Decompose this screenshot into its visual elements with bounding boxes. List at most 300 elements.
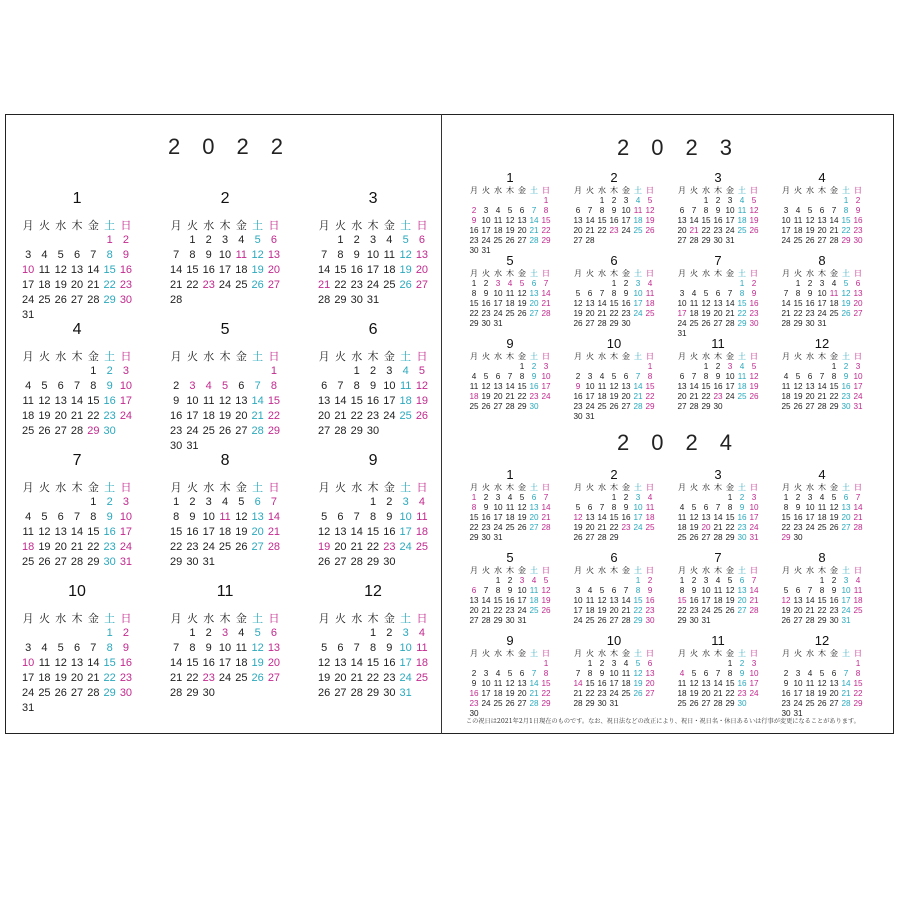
day-cell: 23: [645, 606, 655, 615]
day-cell: 22: [469, 309, 479, 318]
day-cell: 13: [853, 289, 863, 298]
day-cell: 26: [541, 606, 551, 615]
day-cell: 10: [817, 289, 827, 298]
day-cell: 30: [621, 319, 631, 328]
day-cell: 16: [713, 216, 723, 225]
day-cell: 28: [529, 699, 539, 708]
day-cell: 5: [635, 659, 641, 668]
day-cell: 13: [517, 679, 527, 688]
day-cell: 8: [703, 372, 709, 381]
weekday-header: 月: [170, 613, 182, 625]
day-cell: 18: [399, 395, 412, 407]
weekday-header: 金: [517, 186, 527, 195]
day-cell: 5: [41, 380, 48, 392]
day-cell: 17: [781, 226, 791, 235]
day-cell: 2: [386, 627, 393, 639]
day-cell: 27: [70, 294, 84, 306]
day-cell: 22: [829, 392, 839, 401]
day-cell: 9: [122, 249, 129, 261]
weekday-header: 土: [737, 352, 747, 361]
weekday-header: 水: [805, 649, 815, 658]
day-cell: 23: [383, 672, 396, 684]
day-cell: 26: [38, 425, 51, 437]
day-cell: 15: [645, 382, 655, 391]
day-cell: 6: [519, 206, 525, 215]
day-cell: 21: [829, 226, 839, 235]
day-cell: 29: [366, 556, 380, 568]
day-cell: 26: [517, 309, 527, 318]
day-cell: 12: [505, 216, 515, 225]
weekday-header: 火: [186, 351, 198, 363]
day-cell: 3: [495, 279, 501, 288]
day-cell: 14: [725, 299, 735, 308]
day-cell: 6: [531, 493, 537, 502]
day-cell: 30: [713, 402, 723, 411]
day-cell: 6: [73, 642, 81, 654]
day-cell: 25: [202, 425, 215, 437]
day-cell: 26: [481, 402, 491, 411]
day-cell: 26: [597, 616, 607, 625]
day-cell: 14: [713, 679, 723, 688]
day-cell: 16: [573, 392, 583, 401]
day-cell: 27: [853, 309, 863, 318]
weekday-header: 水: [203, 220, 215, 232]
weekday-header: 木: [609, 566, 619, 575]
weekday-header: 土: [252, 613, 264, 625]
weekday-header: 火: [334, 613, 346, 625]
day-cell: 8: [369, 642, 377, 654]
day-cell: 4: [41, 249, 48, 261]
day-cell: 15: [609, 513, 619, 522]
weekday-header: 土: [737, 649, 747, 658]
day-cell: 12: [781, 596, 791, 605]
day-cell: 24: [633, 523, 643, 532]
day-cell: 14: [70, 526, 84, 538]
day-cell: 21: [251, 410, 264, 422]
day-cell: 18: [415, 657, 429, 669]
weekday-header: 月: [781, 649, 791, 658]
day-cell: 25: [469, 402, 479, 411]
day-cell: 16: [689, 596, 699, 605]
day-cell: 13: [267, 642, 281, 654]
day-cell: 7: [321, 249, 328, 261]
weekday-header: 水: [493, 649, 503, 658]
day-cell: 8: [189, 642, 196, 654]
day-cell: 10: [399, 511, 412, 523]
weekday-header: 月: [318, 351, 330, 363]
month-number: 9: [368, 452, 378, 469]
day-cell: 27: [529, 523, 539, 532]
day-cell: 30: [170, 440, 183, 452]
day-cell: 20: [793, 606, 803, 615]
day-cell: 15: [334, 264, 347, 276]
weekday-header: 木: [505, 483, 515, 492]
day-cell: 19: [38, 541, 51, 553]
day-cell: 19: [251, 264, 264, 276]
day-cell: 17: [701, 596, 711, 605]
day-cell: 27: [609, 616, 619, 625]
day-cell: 18: [22, 541, 35, 553]
day-cell: 15: [541, 216, 551, 225]
weekday-header: 火: [793, 649, 803, 658]
weekday-header: 火: [793, 186, 803, 195]
weekday-header: 水: [351, 482, 363, 494]
day-cell: 18: [415, 526, 429, 538]
day-cell: 9: [739, 503, 745, 512]
day-cell: 25: [853, 606, 863, 615]
day-cell: 25: [677, 533, 687, 542]
day-cell: 28: [505, 402, 515, 411]
day-cell: 19: [505, 689, 515, 698]
day-cell: 12: [318, 526, 331, 538]
day-cell: 29: [517, 402, 527, 411]
day-cell: 4: [25, 380, 32, 392]
day-cell: 23: [737, 689, 747, 698]
day-cell: 1: [679, 576, 685, 585]
day-cell: 29: [633, 616, 643, 625]
day-cell: 12: [645, 206, 655, 215]
day-cell: 26: [505, 236, 515, 245]
month-number: 4: [72, 321, 82, 338]
day-cell: 27: [251, 541, 264, 553]
day-cell: 2: [471, 669, 477, 678]
day-cell: 20: [70, 672, 84, 684]
day-cell: 1: [337, 234, 344, 246]
day-cell: 23: [103, 541, 116, 553]
day-cell: 7: [855, 493, 861, 502]
day-cell: 4: [715, 576, 721, 585]
day-cell: 11: [493, 679, 503, 688]
weekday-header: 金: [383, 220, 395, 232]
month-number: 6: [368, 321, 378, 338]
weekday-header: 水: [203, 482, 215, 494]
day-cell: 1: [495, 576, 501, 585]
weekday-header: 月: [469, 566, 479, 575]
day-cell: 9: [691, 586, 697, 595]
day-cell: 23: [829, 606, 839, 615]
day-cell: 8: [587, 669, 593, 678]
day-cell: 8: [611, 289, 617, 298]
day-cell: 22: [853, 689, 863, 698]
day-cell: 20: [70, 279, 84, 291]
weekday-header: 金: [725, 566, 735, 575]
day-cell: 10: [585, 382, 595, 391]
day-cell: 13: [54, 395, 67, 407]
weekday-header: 土: [737, 269, 747, 278]
day-cell: 18: [633, 216, 643, 225]
weekday-header: 水: [55, 220, 67, 232]
day-cell: 5: [519, 279, 525, 288]
day-cell: 29: [103, 294, 116, 306]
day-cell: 21: [541, 299, 551, 308]
day-cell: 12: [251, 249, 264, 261]
weekday-header: 火: [689, 352, 699, 361]
day-cell: 19: [318, 541, 331, 553]
day-cell: 8: [106, 642, 113, 654]
day-cell: 22: [469, 523, 479, 532]
day-cell: 3: [122, 365, 129, 377]
weekday-header: 木: [219, 482, 231, 494]
weekday-header: 金: [517, 352, 527, 361]
day-cell: 7: [173, 249, 180, 261]
day-cell: 9: [751, 289, 757, 298]
day-cell: 3: [25, 642, 32, 654]
weekday-header: 木: [219, 613, 231, 625]
day-cell: 21: [70, 541, 84, 553]
day-cell: 11: [737, 372, 747, 381]
day-cell: 22: [609, 309, 619, 318]
weekday-header: 日: [645, 649, 655, 658]
day-cell: 23: [805, 309, 815, 318]
day-cell: 21: [529, 689, 539, 698]
day-cell: 12: [841, 289, 851, 298]
month-number: 3: [368, 190, 378, 207]
day-cell: 23: [841, 392, 851, 401]
day-cell: 22: [366, 541, 380, 553]
day-cell: 28: [817, 402, 827, 411]
weekday-header: 月: [677, 269, 687, 278]
day-cell: 5: [807, 206, 813, 215]
weekday-header: 木: [505, 186, 515, 195]
day-cell: 2: [189, 496, 196, 508]
day-cell: 20: [517, 226, 527, 235]
day-cell: 17: [793, 689, 803, 698]
day-cell: 26: [399, 279, 412, 291]
day-cell: 10: [841, 586, 851, 595]
day-cell: 15: [170, 526, 183, 538]
day-cell: 29: [793, 319, 803, 328]
day-cell: 5: [831, 493, 837, 502]
day-cell: 18: [469, 392, 479, 401]
day-cell: 2: [715, 196, 721, 205]
month-number: 7: [714, 550, 722, 565]
day-cell: 1: [635, 576, 641, 585]
day-cell: 14: [633, 382, 643, 391]
day-cell: 8: [471, 503, 477, 512]
day-cell: 13: [713, 299, 723, 308]
day-cell: 23: [505, 606, 515, 615]
weekday-header: 水: [805, 566, 815, 575]
day-cell: 5: [691, 669, 697, 678]
day-cell: 22: [841, 226, 851, 235]
day-cell: 30: [573, 412, 583, 421]
day-cell: 1: [587, 659, 593, 668]
day-cell: 3: [189, 380, 196, 392]
day-cell: 1: [519, 362, 525, 371]
day-cell: 20: [235, 410, 248, 422]
day-cell: 9: [369, 380, 377, 392]
day-cell: 26: [781, 616, 791, 625]
day-cell: 23: [366, 410, 380, 422]
month-number: 5: [220, 321, 230, 338]
day-cell: 18: [22, 410, 35, 422]
day-cell: 16: [829, 596, 839, 605]
day-cell: 6: [715, 289, 721, 298]
day-cell: 8: [337, 249, 344, 261]
day-cell: 26: [54, 687, 67, 699]
day-cell: 22: [817, 606, 827, 615]
weekday-header: 火: [481, 483, 491, 492]
day-cell: 5: [254, 234, 261, 246]
weekday-header: 水: [55, 613, 67, 625]
day-cell: 21: [318, 279, 331, 291]
month-number: 8: [818, 253, 826, 268]
day-cell: 13: [677, 216, 687, 225]
day-cell: 5: [575, 503, 581, 512]
day-cell: 23: [202, 672, 215, 684]
weekday-header: 金: [235, 482, 247, 494]
weekday-header: 月: [677, 649, 687, 658]
day-cell: 9: [189, 511, 196, 523]
day-cell: 14: [829, 216, 839, 225]
day-cell: 6: [843, 493, 849, 502]
day-cell: 27: [793, 616, 803, 625]
weekday-header: 月: [318, 220, 330, 232]
day-cell: 27: [493, 402, 503, 411]
day-cell: 14: [585, 216, 595, 225]
day-cell: 18: [505, 513, 515, 522]
day-cell: 21: [805, 606, 815, 615]
weekday-header: 木: [713, 352, 723, 361]
weekday-header: 日: [268, 351, 280, 363]
weekday-header: 月: [573, 269, 583, 278]
day-cell: 11: [645, 503, 655, 512]
weekday-header: 土: [737, 483, 747, 492]
weekday-header: 土: [104, 220, 116, 232]
day-cell: 8: [519, 372, 525, 381]
day-cell: 22: [677, 606, 687, 615]
day-cell: 29: [677, 616, 687, 625]
day-cell: 7: [691, 372, 697, 381]
day-cell: 27: [585, 533, 595, 542]
weekday-header: 火: [689, 649, 699, 658]
day-cell: 15: [793, 299, 803, 308]
weekday-header: 水: [701, 566, 711, 575]
day-cell: 13: [70, 657, 84, 669]
day-cell: 12: [38, 526, 51, 538]
day-cell: 19: [318, 672, 331, 684]
day-cell: 20: [677, 392, 687, 401]
day-cell: 12: [817, 679, 827, 688]
day-cell: 19: [517, 513, 527, 522]
day-cell: 15: [541, 679, 551, 688]
day-cell: 28: [541, 309, 551, 318]
weekday-header: 月: [22, 482, 34, 494]
day-cell: 21: [541, 513, 551, 522]
day-cell: 20: [415, 264, 429, 276]
day-cell: 31: [366, 294, 380, 306]
day-cell: 11: [505, 289, 515, 298]
day-cell: 29: [841, 236, 851, 245]
weekday-header: 月: [318, 613, 330, 625]
weekday-header: 月: [677, 566, 687, 575]
day-cell: 3: [221, 627, 229, 639]
day-cell: 1: [189, 627, 196, 639]
month-number: 12: [814, 336, 830, 351]
day-cell: 4: [471, 372, 477, 381]
day-cell: 13: [609, 596, 619, 605]
day-cell: 6: [855, 279, 861, 288]
day-cell: 16: [119, 264, 133, 276]
day-cell: 2: [715, 362, 721, 371]
month-number: 1: [506, 467, 514, 482]
weekday-header: 水: [597, 483, 607, 492]
day-cell: 22: [186, 672, 199, 684]
day-cell: 24: [621, 226, 631, 235]
month-number: 12: [814, 633, 830, 648]
day-cell: 20: [267, 264, 281, 276]
weekday-header: 日: [749, 186, 759, 195]
day-cell: 10: [22, 264, 35, 276]
day-cell: 21: [597, 309, 607, 318]
day-cell: 12: [793, 382, 803, 391]
day-cell: 14: [251, 395, 264, 407]
month-number: 3: [714, 467, 722, 482]
day-cell: 9: [106, 511, 113, 523]
day-cell: 11: [22, 395, 34, 407]
day-cell: 20: [817, 226, 827, 235]
day-cell: 30: [481, 319, 491, 328]
day-cell: 9: [483, 503, 489, 512]
weekday-header: 水: [351, 613, 363, 625]
weekday-header: 金: [829, 566, 839, 575]
day-cell: 21: [621, 606, 631, 615]
day-cell: 9: [715, 206, 721, 215]
weekday-header: 金: [235, 351, 247, 363]
weekday-header: 水: [203, 351, 215, 363]
weekday-header: 日: [268, 220, 280, 232]
weekday-header: 木: [367, 482, 379, 494]
day-cell: 29: [609, 319, 619, 328]
day-cell: 18: [829, 299, 839, 308]
day-cell: 27: [529, 309, 539, 318]
holiday-footnote: この祝日は2021年2月1日現在のものです。なお、祝日法などの改正により、祝日・祝日名・休日あるいは行事が変更になることがあります。: [466, 718, 860, 725]
day-cell: 27: [318, 425, 331, 437]
day-cell: 10: [493, 289, 503, 298]
day-cell: 25: [383, 279, 396, 291]
weekday-header: 金: [621, 483, 631, 492]
day-cell: 13: [701, 679, 711, 688]
day-cell: 2: [483, 493, 489, 502]
day-cell: 26: [725, 606, 735, 615]
day-cell: 21: [585, 226, 595, 235]
day-cell: 27: [54, 556, 67, 568]
day-cell: 15: [725, 679, 735, 688]
day-cell: 11: [781, 382, 791, 391]
day-cell: 19: [517, 299, 527, 308]
weekday-header: 金: [621, 649, 631, 658]
day-cell: 13: [469, 596, 479, 605]
day-cell: 7: [727, 289, 733, 298]
weekday-header: 火: [186, 220, 198, 232]
weekday-header: 土: [400, 351, 412, 363]
day-cell: 3: [795, 669, 801, 678]
weekday-header: 月: [573, 483, 583, 492]
day-cell: 24: [817, 309, 827, 318]
day-cell: 11: [505, 503, 515, 512]
day-cell: 10: [853, 372, 863, 381]
weekday-header: 金: [383, 482, 395, 494]
weekday-header: 水: [805, 186, 815, 195]
month-number: 10: [606, 336, 622, 351]
day-cell: 14: [749, 586, 759, 595]
day-cell: 19: [781, 606, 791, 615]
day-cell: 1: [189, 234, 196, 246]
day-cell: 17: [119, 526, 133, 538]
day-cell: 17: [383, 395, 396, 407]
weekday-header: 火: [481, 269, 491, 278]
day-cell: 14: [87, 264, 100, 276]
